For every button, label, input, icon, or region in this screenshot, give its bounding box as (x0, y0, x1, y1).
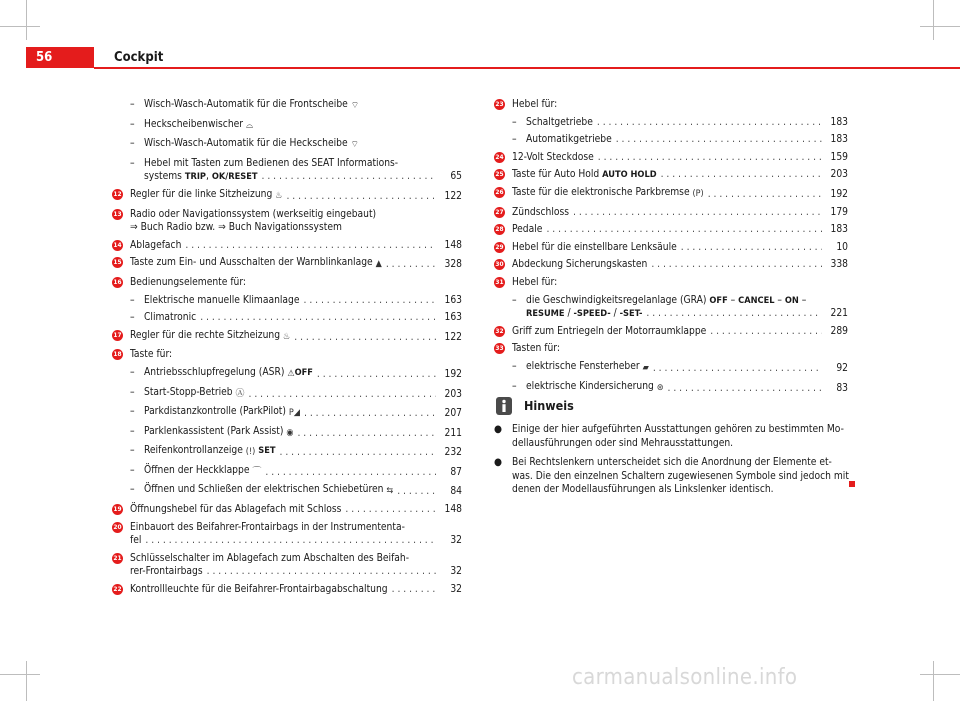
page-ref[interactable]: 163 (444, 312, 462, 324)
crop-mark (0, 674, 40, 675)
info-icon (496, 397, 512, 415)
page-ref[interactable]: 83 (836, 382, 848, 394)
list-item: – Öffnen der Heckklappe ⌒ . . . 87 (130, 464, 462, 480)
trip-key: TRIP (184, 171, 206, 183)
list-item: 13 Radio oder Navigationssystem (werkseitig eingebaut) ⇒ Buch Radio bzw. ⇒ Buch Navigationssystem (113, 208, 377, 234)
page-ref[interactable]: 183 (830, 116, 848, 128)
item-number-badge: 27 (495, 207, 504, 216)
page-ref[interactable]: 203 (444, 388, 462, 400)
page-ref[interactable]: 148 (444, 239, 462, 251)
item-number-badge: 20 (113, 522, 122, 531)
ok-reset-key: OK/RESET (211, 171, 258, 183)
list-item: 31 Hebel für: (495, 276, 558, 288)
item-number-badge: 28 (495, 225, 504, 234)
tire-pressure-icon: (!) (245, 447, 256, 458)
parking-brake-icon: (P) (692, 188, 704, 199)
on-key: ON (784, 294, 799, 306)
set-key: -SET- (619, 308, 643, 320)
page-ref[interactable]: 159 (830, 151, 848, 163)
list-item: 33 Tasten für: (495, 343, 560, 355)
crop-mark (0, 26, 40, 27)
list-item: – Wisch-Wasch-Automatik für die Frontscheibe ⌔ (130, 98, 462, 114)
note-item: ● Einige der hier aufgeführten Ausstattungen gehören zu bestimmten Mo-dellausführungen oder sind Mehrausstattungen. (494, 424, 844, 449)
page-ref[interactable]: 183 (830, 134, 848, 146)
park-assist-icon: ◉ (286, 427, 294, 438)
page-ref[interactable]: 207 (444, 408, 462, 420)
traction-control-icon: ⚠ (287, 368, 295, 379)
crop-mark (26, 0, 27, 40)
sliding-door-icon: ⇆ (386, 486, 394, 497)
list-item: 14 Ablagefach . . . 148 (130, 239, 462, 253)
page-ref[interactable]: 32 (450, 566, 462, 578)
list-item: 19 Öffnungshebel für das Ablagefach mit Schloss . . . 148 (130, 503, 462, 517)
list-item: 29 Hebel für die einstellbare Lenksäule . . . 10 (512, 241, 848, 255)
list-item: 25 Taste für Auto Hold AUTO HOLD . . . 203 (512, 168, 848, 182)
item-number-badge: 17 (113, 330, 122, 339)
item-number-badge: 30 (495, 260, 504, 269)
page-ref[interactable]: 328 (444, 259, 462, 271)
watermark: carmanualsonline.info (572, 665, 798, 690)
section-title: Cockpit (114, 50, 164, 65)
crop-mark (920, 674, 960, 675)
start-stop-icon: Ⓐ (235, 388, 245, 399)
list-item: – Start-Stopp-Betrieb Ⓐ . . . 203 (130, 386, 462, 402)
header-rule (94, 67, 960, 69)
set-key: SET (258, 445, 276, 457)
info-icon-glyph (496, 397, 512, 415)
page-ref[interactable]: 203 (830, 169, 848, 181)
list-item: – Öffnen und Schließen der elektrischen Schiebetüren ⇆ . . . 84 (130, 483, 462, 499)
list-item: – Hebel mit Tasten zum Bedienen des SEAT Informations- systems TRIP, OK/RESET . . . 65 (130, 157, 462, 184)
list-item: – Automatikgetriebe . . . 183 (512, 133, 848, 147)
list-item: 24 12-Volt Steckdose . . . 159 (512, 151, 848, 165)
park-pilot-icon: P◢ (288, 408, 301, 419)
page-ref[interactable]: 179 (830, 206, 848, 218)
item-number-badge: 32 (495, 326, 504, 335)
item-number-badge: 29 (495, 242, 504, 251)
item-number-badge: 23 (495, 100, 504, 108)
rear-wiper-icon: ⌓ (245, 120, 254, 131)
list-item: – Heckscheibenwischer ⌓ (130, 118, 462, 134)
list-item: 16 Bedienungselemente für: (113, 276, 247, 288)
page-ref[interactable]: 148 (444, 504, 462, 516)
page-ref[interactable]: 10 (836, 241, 848, 253)
crop-mark (933, 0, 934, 40)
item-number-badge: 18 (113, 350, 122, 359)
list-item: – Schaltgetriebe . . . 183 (512, 116, 848, 130)
page-ref[interactable]: 211 (444, 427, 462, 439)
item-number-badge: 21 (113, 553, 122, 562)
resume-key: RESUME (526, 308, 565, 320)
list-item: – Parkdistanzkontrolle (ParkPilot) P◢ . . . 207 (130, 405, 462, 421)
rear-wash-icon: ⌔ (350, 140, 359, 151)
seat-heating-icon: ♨ (282, 331, 291, 342)
item-number-badge: 12 (113, 189, 122, 198)
child-lock-icon: ⊛ (656, 382, 664, 393)
off-key: OFF (294, 366, 313, 378)
list-item: – Parklenkassistent (Park Assist) ◉ . . . 211 (130, 425, 462, 441)
page-ref[interactable]: 65 (450, 171, 462, 183)
list-item: 22 Kontrollleuchte für die Beifahrer-Frontairbagabschaltung . . . 32 (130, 583, 462, 597)
page-ref[interactable]: 221 (830, 308, 848, 320)
list-item: 21 Schlüsselschalter im Ablagefach zum Abschalten des Beifah- rer-Frontairbags . . . 32 (130, 552, 462, 579)
list-item: – Reifenkontrollanzeige (!) SET . . . 232 (130, 444, 462, 460)
page-ref[interactable]: 84 (450, 486, 462, 498)
list-item: – elektrische Kindersicherung ⊛ . . . 83 (512, 380, 848, 396)
list-item: 15 Taste zum Ein- und Ausschalten der Warnblinkanlage ▲ . . . 328 (130, 256, 462, 272)
list-item: 30 Abdeckung Sicherungskasten . . . 338 (512, 258, 848, 272)
item-number-badge: 31 (495, 277, 504, 286)
crop-mark (920, 26, 960, 27)
page-ref[interactable]: 122 (444, 331, 462, 343)
list-item: 23 Hebel für: (495, 99, 558, 110)
cancel-key: CANCEL (738, 294, 775, 306)
page-ref[interactable]: 122 (444, 190, 462, 202)
list-item: – Climatronic . . . 163 (130, 311, 462, 325)
speed-key: -SPEED- (573, 308, 611, 320)
hazard-warning-icon: ▲ (375, 259, 382, 270)
off-key: OFF (709, 294, 728, 306)
page-number: 56 (26, 47, 94, 68)
window-lift-icon: ▰ (642, 362, 649, 373)
list-item: 28 Pedale . . . 183 (512, 223, 848, 237)
page-ref[interactable]: 32 (450, 535, 462, 547)
page-ref[interactable]: 163 (444, 294, 462, 306)
item-number-badge: 33 (495, 344, 504, 353)
item-number-badge: 24 (495, 152, 504, 161)
tailgate-icon: ⌒ (252, 466, 262, 477)
page-ref[interactable]: 289 (830, 325, 848, 337)
item-number-badge: 22 (113, 585, 122, 594)
left-column (113, 98, 462, 597)
list-item: 27 Zündschloss . . . 179 (512, 206, 848, 220)
windshield-wash-icon: ⌔ (350, 101, 360, 111)
item-number-badge: 25 (495, 170, 504, 179)
right-column (495, 98, 848, 395)
list-item: – Wisch-Wasch-Automatik für die Heckscheibe ⌔ (130, 137, 462, 153)
page-ref[interactable]: 232 (444, 447, 462, 459)
note-title: Hinweis (524, 398, 574, 414)
auto-hold-key: AUTO HOLD (602, 169, 657, 181)
list-item: – elektrische Fensterheber ▰ . . . 92 (512, 360, 848, 376)
list-item: 18 Taste für: (113, 349, 173, 361)
item-number-badge: 19 (113, 505, 122, 514)
note-item: ● Bei Rechtslenkern unterscheidet sich die Anordnung der Elemente et-was. Die den einzelnen Schaltern zugewiesenen Symbole sind jedoch mit denen der Modellausführungen als Linkslenker identisch. (494, 457, 849, 496)
page-ref[interactable]: 32 (450, 584, 462, 596)
list-item: 20 Einbauort des Beifahrer-Frontairbags in der Instrumententa- fel . . . 32 (130, 521, 462, 548)
section-end-mark (849, 481, 855, 487)
page-ref[interactable]: 92 (836, 362, 848, 374)
crop-mark (26, 661, 27, 701)
list-item: 12 Regler für die linke Sitzheizung ♨ . . . 122 (130, 188, 462, 204)
list-item: 26 Taste für die elektronische Parkbremse (P) . . . 192 (512, 186, 848, 202)
list-item: – Elektrische manuelle Klimaanlage . . . 163 (130, 294, 462, 308)
list-item: – Antriebsschlupfregelung (ASR) ⚠OFF . . . 192 (130, 366, 462, 382)
list-item: 32 Griff zum Entriegeln der Motorraumklappe . . . 289 (512, 325, 848, 339)
page-ref[interactable]: 87 (450, 466, 462, 478)
page-ref[interactable]: 192 (444, 368, 462, 380)
page-ref[interactable]: 338 (830, 259, 848, 271)
list-item: – die Geschwindigkeitsregelanlage (GRA) OFF – CANCEL – ON – RESUME / -SPEED- / -SET- . . . 221 (512, 294, 848, 321)
seat-heating-icon: ♨ (275, 190, 283, 201)
item-number-badge: 13 (113, 209, 122, 218)
item-number-badge: 15 (113, 258, 122, 267)
list-item: 17 Regler für die rechte Sitzheizung ♨ . . . 122 (130, 329, 462, 345)
item-number-badge: 26 (495, 187, 504, 196)
item-number-badge: 16 (113, 277, 122, 286)
page-ref[interactable]: 183 (830, 224, 848, 236)
note-box (494, 397, 850, 503)
crop-mark (933, 661, 934, 701)
item-number-badge: 14 (113, 240, 122, 249)
page-ref[interactable]: 192 (830, 188, 848, 200)
